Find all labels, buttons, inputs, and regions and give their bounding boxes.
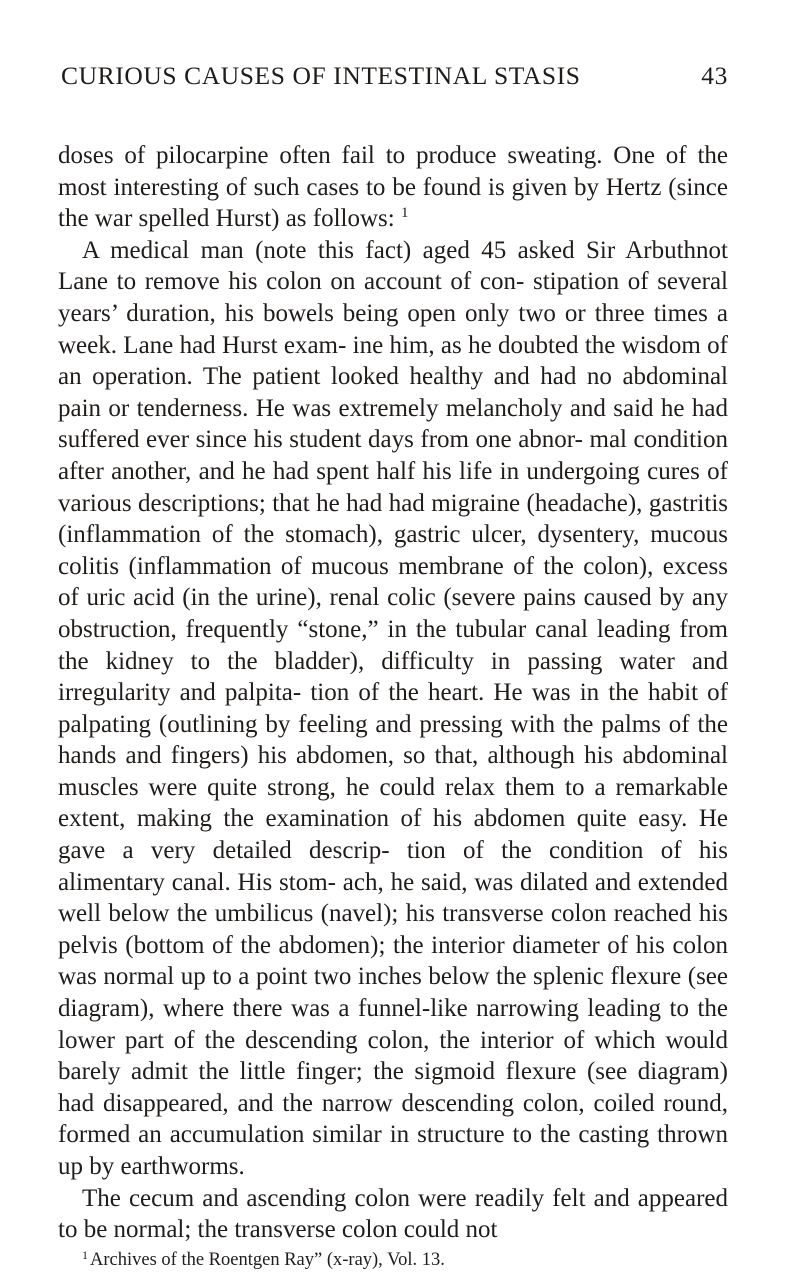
running-head xyxy=(58,56,728,96)
footnote-text: Archives of the Roentgen Ray” (x-ray), Vol. 13. xyxy=(90,1249,445,1270)
running-head-title: CURIOUS CAUSES OF INTESTINAL STASIS xyxy=(61,61,581,90)
book-page xyxy=(58,56,728,1272)
footnote-reference: 1 xyxy=(400,205,409,222)
page-number: 43 xyxy=(701,61,728,90)
body-text xyxy=(58,140,728,1246)
paragraph-continued xyxy=(58,140,728,235)
footnote-mark: 1 xyxy=(82,1247,88,1262)
paragraph-case-description: A medical man (note this fact) aged 45 asked Sir Arbuthnot Lane to remove his colon on account of con- stipation of several years’ duration, his bowels being open only two or three times a week. Lane had Hurst exam- ine him, as he doubted the wisdom of an operation. The patient looked healthy and had no abdominal pain or tenderness. He was extremely melancholy and said he had suffered ever since his student days from one abnor- mal condition after another, and he had spent half his life in undergoing cures of various descriptions; that he had had migraine (headache), gastritis (inflammation of the stomach), gastric ulcer, dysentery, mucous colitis (inflammation of mucous membrane of the colon), excess of uric acid (in the urine), renal colic (severe pains caused by any obstruction, frequently “stone,” in the tubular canal leading from the kidney to the bladder), difficulty in passing water and irregularity and palpita- tion of the heart. He was in the habit of palpating (outlining by feeling and pressing with the palms of the hands and fingers) his abdomen, so that, although his abdominal muscles were quite strong, he could relax them to a remarkable extent, making the examination of his abdomen quite easy. He gave a very detailed descrip- tion of the condition of his alimentary canal. His stom- ach, he said, was dilated and extended well below the umbilicus (navel); his transverse colon reached his pelvis (bottom of the abdomen); the interior diameter of his colon was normal up to a point two inches below the splenic flexure (see diagram), where there was a funnel-like narrowing leading to the lower part of the descending colon, the interior of which would barely admit the little finger; the sigmoid flexure (see diagram) had disappeared, and the narrow descending colon, coiled round, formed an accumulation similar in structure to the casting thrown up by earthworms. xyxy=(58,236,728,1180)
paragraph-cecum: The cecum and ascending colon were readily felt and appeared to be normal; the transverse colon could not xyxy=(58,1184,728,1244)
paragraph-text: doses of pilocarpine often fail to produce sweating. One of the most interesting of such cases to be found is given by Hertz (since the war spelled Hurst) as follows: xyxy=(58,142,728,233)
footnote xyxy=(58,1248,728,1272)
